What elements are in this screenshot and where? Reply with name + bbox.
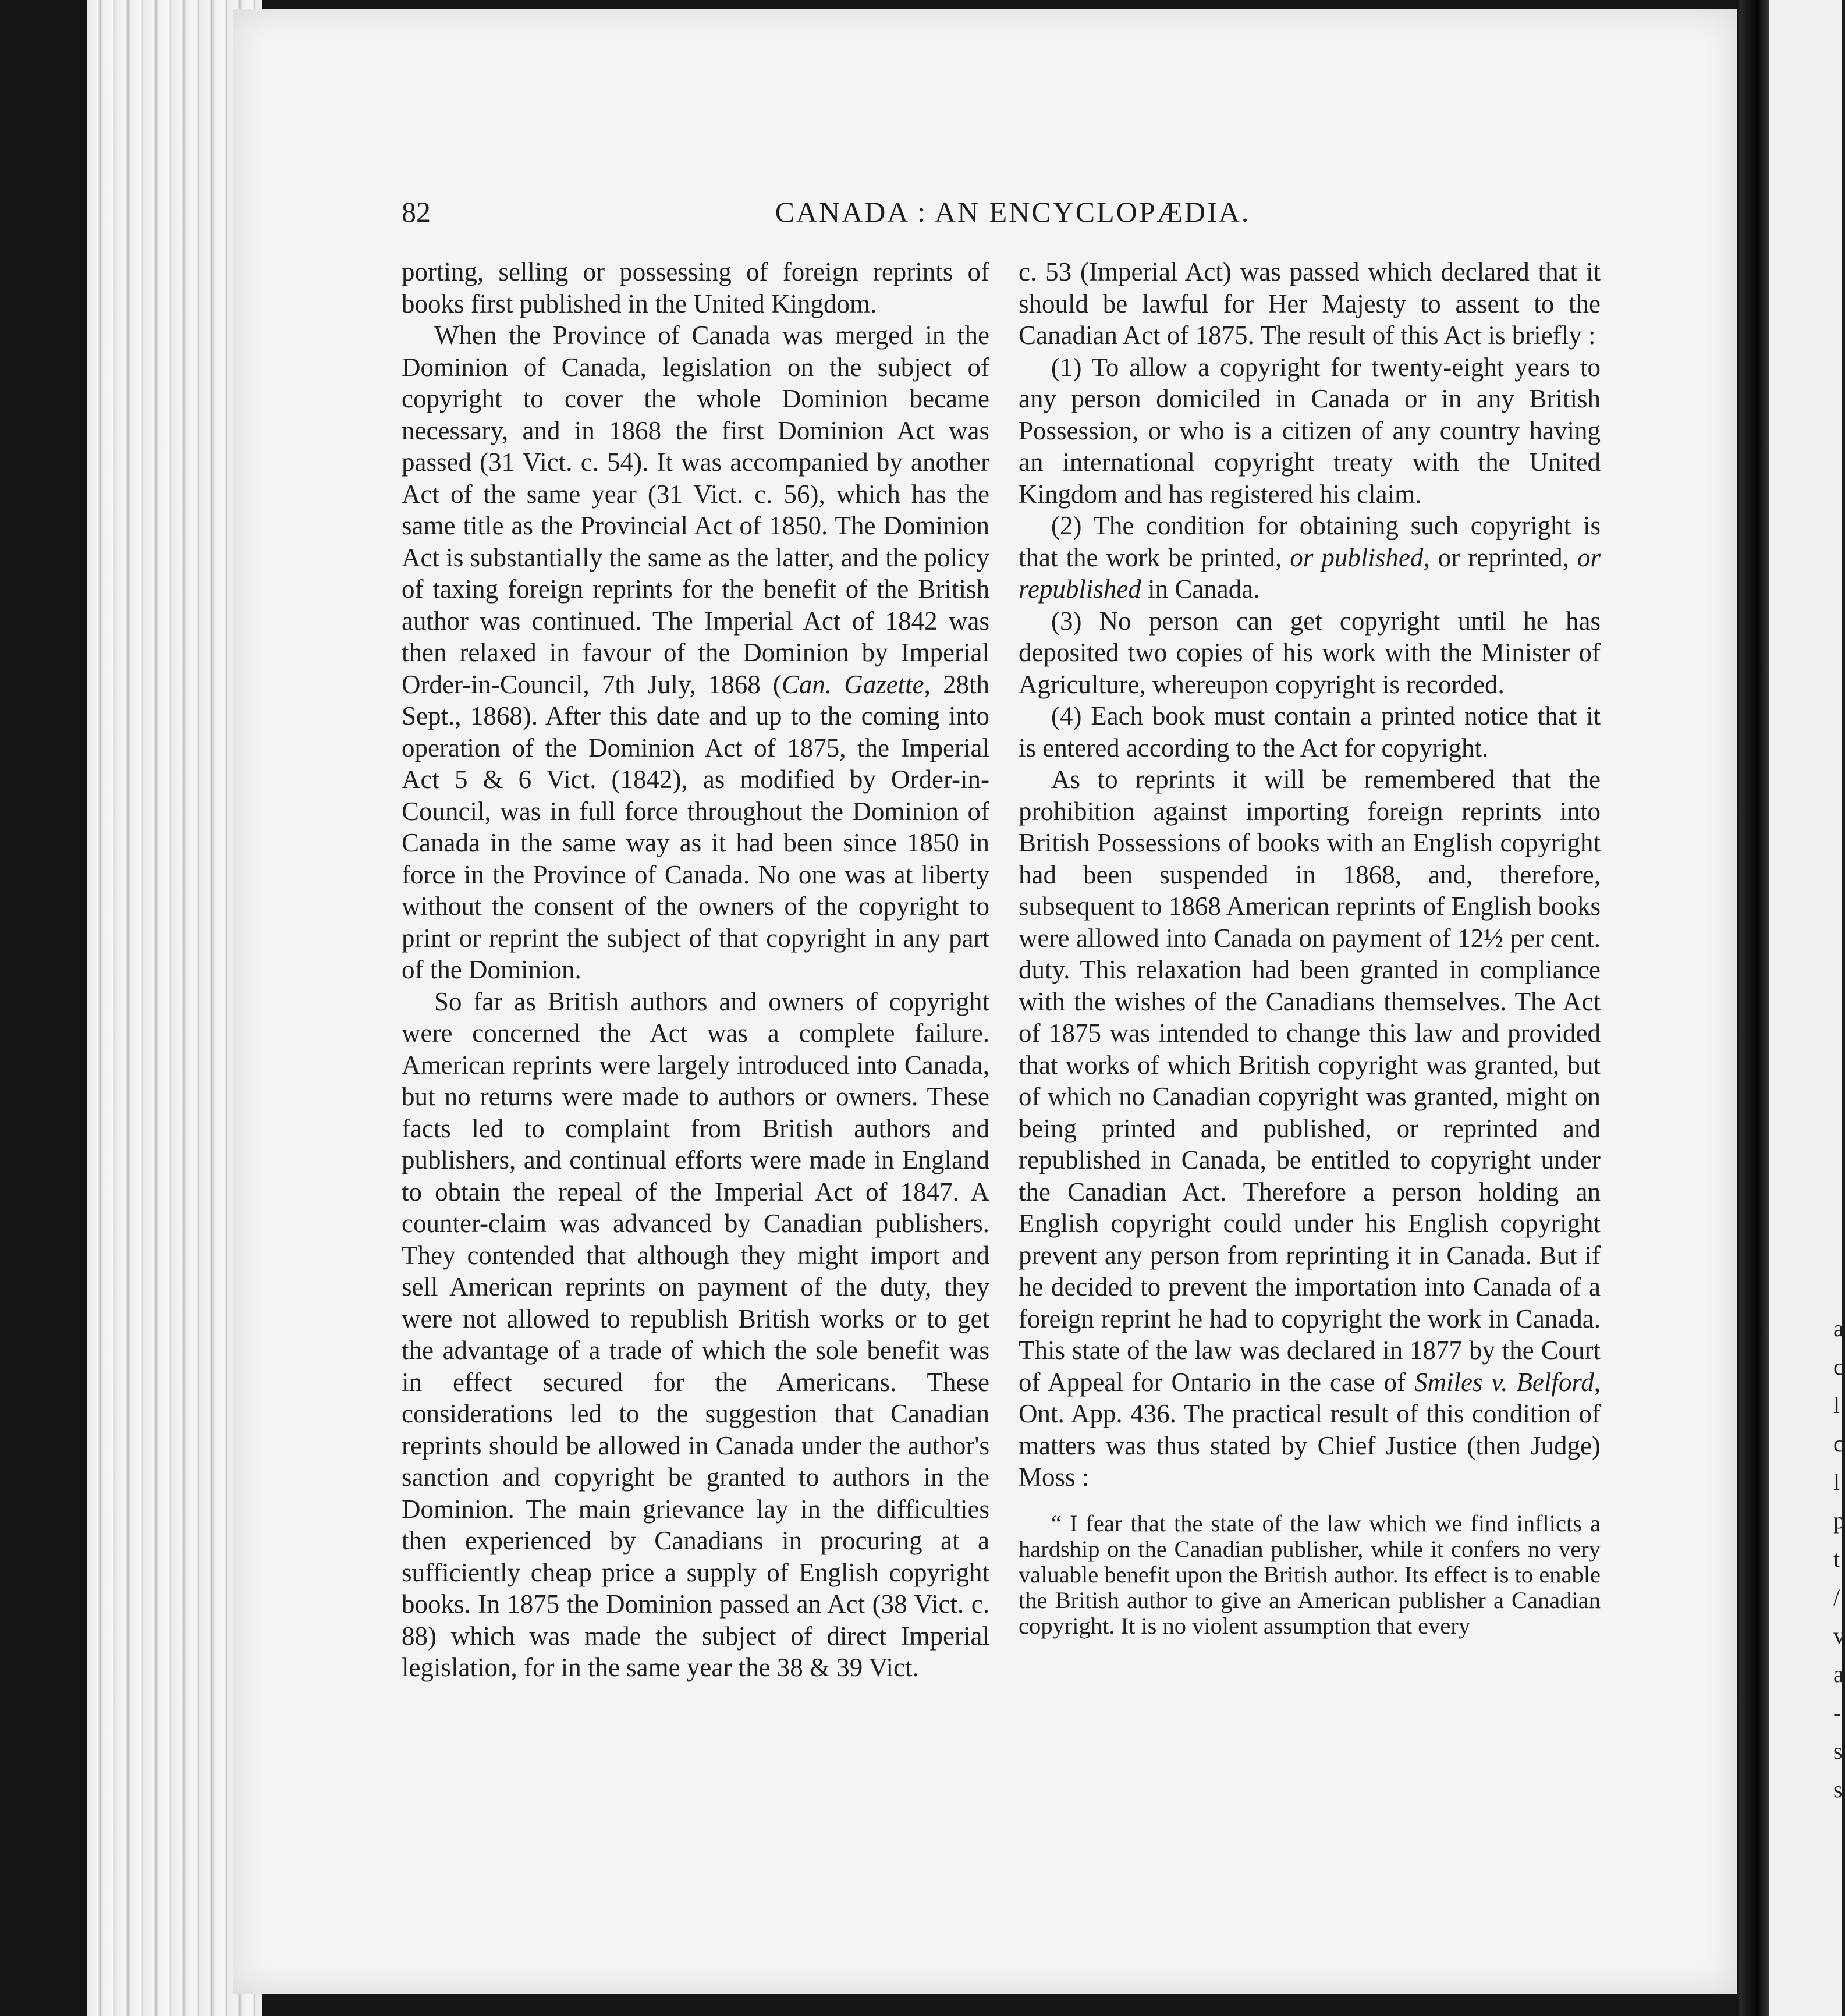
right-column bbox=[1019, 256, 1601, 1639]
paragraph bbox=[402, 320, 989, 986]
paragraph: (1) To allow a copyright for twenty-eight years to any person domiciled in Canada or in any British Possession, or who is a citizen of any country having an international copyright treaty with the United Kingdom and has registered his claim. bbox=[1019, 352, 1601, 509]
italic-case-name: Smiles v. Belford bbox=[1414, 1367, 1594, 1397]
book-gutter bbox=[1739, 0, 1769, 2016]
text-run: , Ont. App. 436. The practical result of this condition of matters was thus stated by Chief Justice (then Judge) Moss : bbox=[1019, 1367, 1601, 1492]
block-quote: “ I fear that the state of the law which we find inflicts a hardship on the Canadian publisher, while it confers no very valuable benefit upon the British author. Its effect is to enable the British author to give an American publisher a Canadian copyright. It is no violent assumption that every bbox=[1019, 1510, 1601, 1639]
page-header bbox=[402, 195, 1624, 242]
paragraph: (4) Each book must contain a printed notice that it is entered according to the Act for copyright. bbox=[1019, 701, 1601, 762]
left-column bbox=[402, 256, 989, 1684]
text-run: or reprinted, bbox=[1429, 542, 1577, 572]
italic-citation: Can. Gazette bbox=[781, 669, 924, 699]
paragraph bbox=[1019, 764, 1601, 1493]
text-run: As to reprints it will be remembered that the prohibition against importing foreign reprints into British Possessions of books with an English copyright had been suspended in 1868, and, therefore, subsequent to 1868 American reprints of English books were allowed into Canada on payment of 12½ per cent. duty. This relaxation had been granted in compliance with the wishes of the Canadians themselves. The Act of 1875 was intended to change this law and provided that works of which British copyright was granted, but of which no Canadian copyright was granted, might on being printed and published, or reprinted and republished in Canada, be entitled to copyright under the Canadian Act. Therefore a person holding an English copyright could under his English copyright prevent any person from reprinting it in Canada. But if he decided to prevent the importation into Canada of a foreign reprint he had to copyright the work in Canada. This state of the law was declared in 1877 by the Court of Appeal for Ontario in the case of bbox=[1019, 765, 1601, 1397]
text-run: When the Province of Canada was merged in the Dominion of Canada, legislation on the subject of copyright to cover the whole Dominion became necessary, and in 1868 the first Dominion Act was passed (31 Vict. c. 54). It was accompanied by another Act of the same year (31 Vict. c. 56), which has the same title as the Provincial Act of 1850. The Dominion Act is substantially the same as the latter, and the policy of taxing foreign reprints for the benefit of the British author was continued. The Imperial Act of 1842 was then relaxed in favour of the Dominion by Imperial Order-in-Council, 7th July, 1868 ( bbox=[402, 321, 989, 699]
paragraph bbox=[1019, 510, 1601, 605]
running-head: CANADA : AN ENCYCLOPÆDIA. bbox=[775, 196, 1251, 228]
text-run: (2) The condition for obtaining such copyright is that the work be printed, bbox=[1019, 511, 1601, 572]
next-page-sliver bbox=[1769, 0, 1845, 2016]
italic-phrase: or republished bbox=[1019, 542, 1601, 604]
page-number: 82 bbox=[402, 196, 431, 228]
paragraph: c. 53 (Imperial Act) was passed which declared that it should be lawful for Her Majesty to assent to the Canadian Act of 1875. The result of this Act is briefly : bbox=[1019, 257, 1601, 350]
text-run: , 28th Sept., 1868). After this date and up to the coming into operation of the Dominion Act of 1875, the Imperial Act 5 & 6 Vict. (1842), as modified by Order-in-Council, was in full force throughout the Dominion of Canada in the same way as it had been since 1850 in force in the Province of Canada. No one was at liberty without the consent of the owners of the copyright to print or reprint the subject of that copyright in any part of the Dominion. bbox=[402, 669, 989, 984]
paragraph: (3) No person can get copyright until he has deposited two copies of his work with the Minister of Agriculture, whereupon copyright is recorded. bbox=[1019, 606, 1601, 699]
text-run: in Canada. bbox=[1141, 574, 1260, 604]
next-page-letters: a c l c l p t / v a - s s bbox=[1833, 1315, 1845, 1802]
italic-phrase: or published, bbox=[1290, 542, 1430, 572]
paragraph: So far as British authors and owners of copyright were concerned the Act was a complete failure. American reprints were largely introduced into Canada, but no returns were made to authors or owners. These facts led to complaint from British authors and publishers, and continual efforts were made in England to obtain the repeal of the Imperial Act of 1847. A counter-claim was advanced by Canadian publishers. They contended that although they might import and sell American reprints on payment of the duty, they were not allowed to republish British works or to get the advantage of a trade of which the sole benefit was in effect secured for the Americans. These considerations led to the suggestion that Canadian reprints should be allowed in Canada under the author's sanction and copyright be granted to authors in the Dominion. The main grievance lay in the difficulties then experienced by Canadians in procuring at a sufficiently cheap price a supply of English copyright books. In 1875 the Dominion passed an Act (38 Vict. c. 88) which was made the subject of direct Imperial legislation, for in the same year the 38 & 39 Vict. bbox=[402, 986, 989, 1682]
paragraph: porting, selling or possessing of foreign reprints of books first published in the United Kingdom. bbox=[402, 257, 989, 318]
